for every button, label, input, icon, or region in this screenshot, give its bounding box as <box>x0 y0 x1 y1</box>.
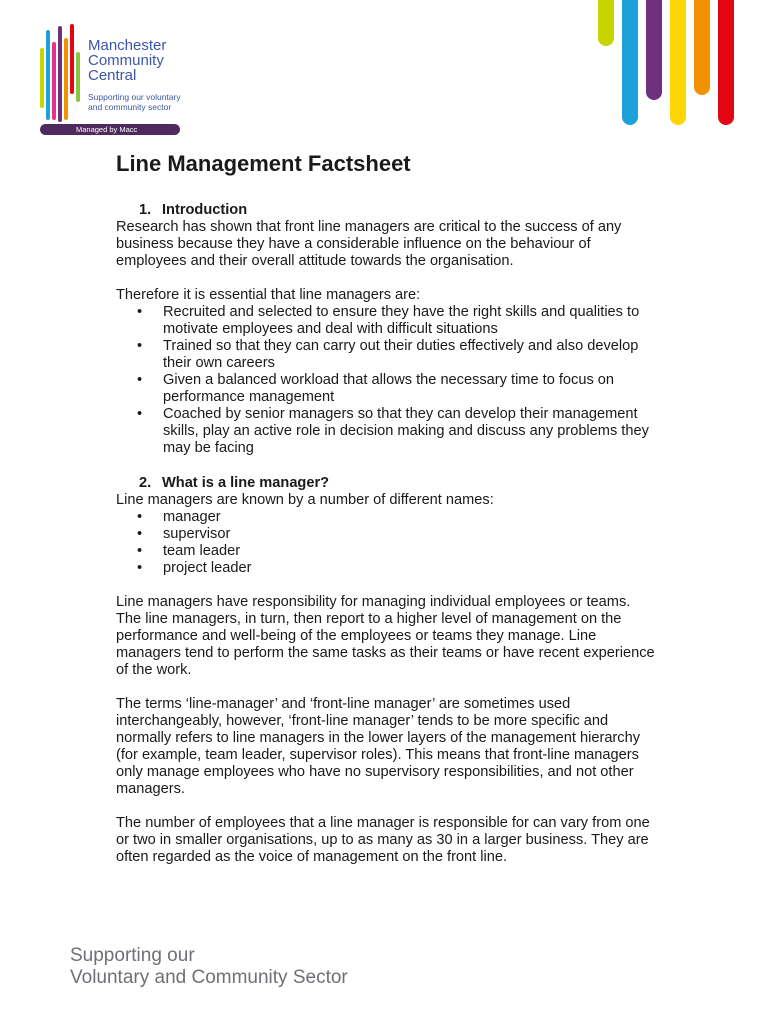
list-item: • Coached by senior managers so that they can develop their management skills, play an active role in decision making and discuss any problems they may be facing <box>116 406 656 457</box>
list-item: • Trained so that they can carry out their duties effectively and also develop their own careers <box>116 338 656 372</box>
section-number: 2. <box>139 475 152 491</box>
intro-bullet-list <box>116 304 656 457</box>
logo-bars <box>40 22 80 122</box>
logo-name-line: Central <box>88 67 137 84</box>
logo-bar <box>40 48 44 108</box>
managed-by-badge: Managed by Macc <box>40 124 180 135</box>
intro-paragraph: Research has shown that front line managers are critical to the success of any business because they have a considerable influence on the behaviour of employees and their overall attitude towards the organisation. <box>116 219 622 269</box>
logo-bar <box>58 26 62 122</box>
logo-tagline <box>88 92 198 112</box>
list-item: • project leader <box>116 560 656 577</box>
section-title: Introduction <box>162 202 248 218</box>
decorative-colour-bars <box>598 0 738 130</box>
logo-bar <box>76 52 80 102</box>
organisation-logo <box>40 22 190 137</box>
section-heading-line-manager <box>116 475 656 492</box>
logo-name-line: Manchester <box>88 37 167 54</box>
logo-name <box>88 38 198 83</box>
intro-lead: Therefore it is essential that line managers are: <box>116 287 421 303</box>
logo-bar <box>46 30 50 120</box>
footer-slogan <box>70 945 348 989</box>
logo-tagline-line: and community sector <box>88 102 172 112</box>
decorative-bar <box>694 0 710 95</box>
names-bullet-list <box>116 509 656 577</box>
list-item: • Recruited and selected to ensure they have the right skills and qualities to motivate employees and deal with difficult situations <box>116 304 656 338</box>
logo-tagline-line: Supporting our voluntary <box>88 92 181 102</box>
decorative-bar <box>646 0 662 100</box>
logo-bar <box>64 38 68 120</box>
list-item: • supervisor <box>116 526 656 543</box>
decorative-bar <box>622 0 638 125</box>
decorative-bar <box>718 0 734 125</box>
body-paragraph: The number of employees that a line manager is responsible for can vary from one or two in smaller organisations, up to as many as 30 in a larger business. They are often regarded as the voice of management on the front line. <box>116 815 650 865</box>
document-title: Line Management Factsheet <box>116 151 411 176</box>
list-item: • manager <box>116 509 656 526</box>
footer-line: Supporting our <box>70 945 195 966</box>
list-item: • Given a balanced workload that allows the necessary time to focus on performance management <box>116 372 656 406</box>
body-paragraph: The terms ‘line-manager’ and ‘front-line manager’ are sometimes used interchangeably, however, ‘front-line manager’ tends to be more specific and normally refers to line managers in the lower layers of the management hierarchy (for example, team leader, supervisor roles). This means that front-line managers only manage employees who have no supervisory responsibilities, and not other managers. <box>116 696 640 797</box>
decorative-bar <box>598 0 614 46</box>
section-number: 1. <box>139 202 152 218</box>
list-item: • team leader <box>116 543 656 560</box>
names-lead: Line managers are known by a number of different names: <box>116 492 494 508</box>
document-body <box>116 150 656 866</box>
logo-bar <box>52 42 56 120</box>
section-heading-introduction <box>116 202 656 219</box>
body-paragraph: Line managers have responsibility for managing individual employees or teams. The line managers, in turn, then report to a higher level of management on the performance and well-being of the employees or teams they manage. Line managers tend to perform the same tasks as their teams or have recent experience of the work. <box>116 594 655 678</box>
logo-bar <box>70 24 74 94</box>
logo-name-line: Community <box>88 52 164 69</box>
footer-line: Voluntary and Community Sector <box>70 967 348 988</box>
decorative-bar <box>670 0 686 125</box>
section-title: What is a line manager? <box>162 475 330 491</box>
